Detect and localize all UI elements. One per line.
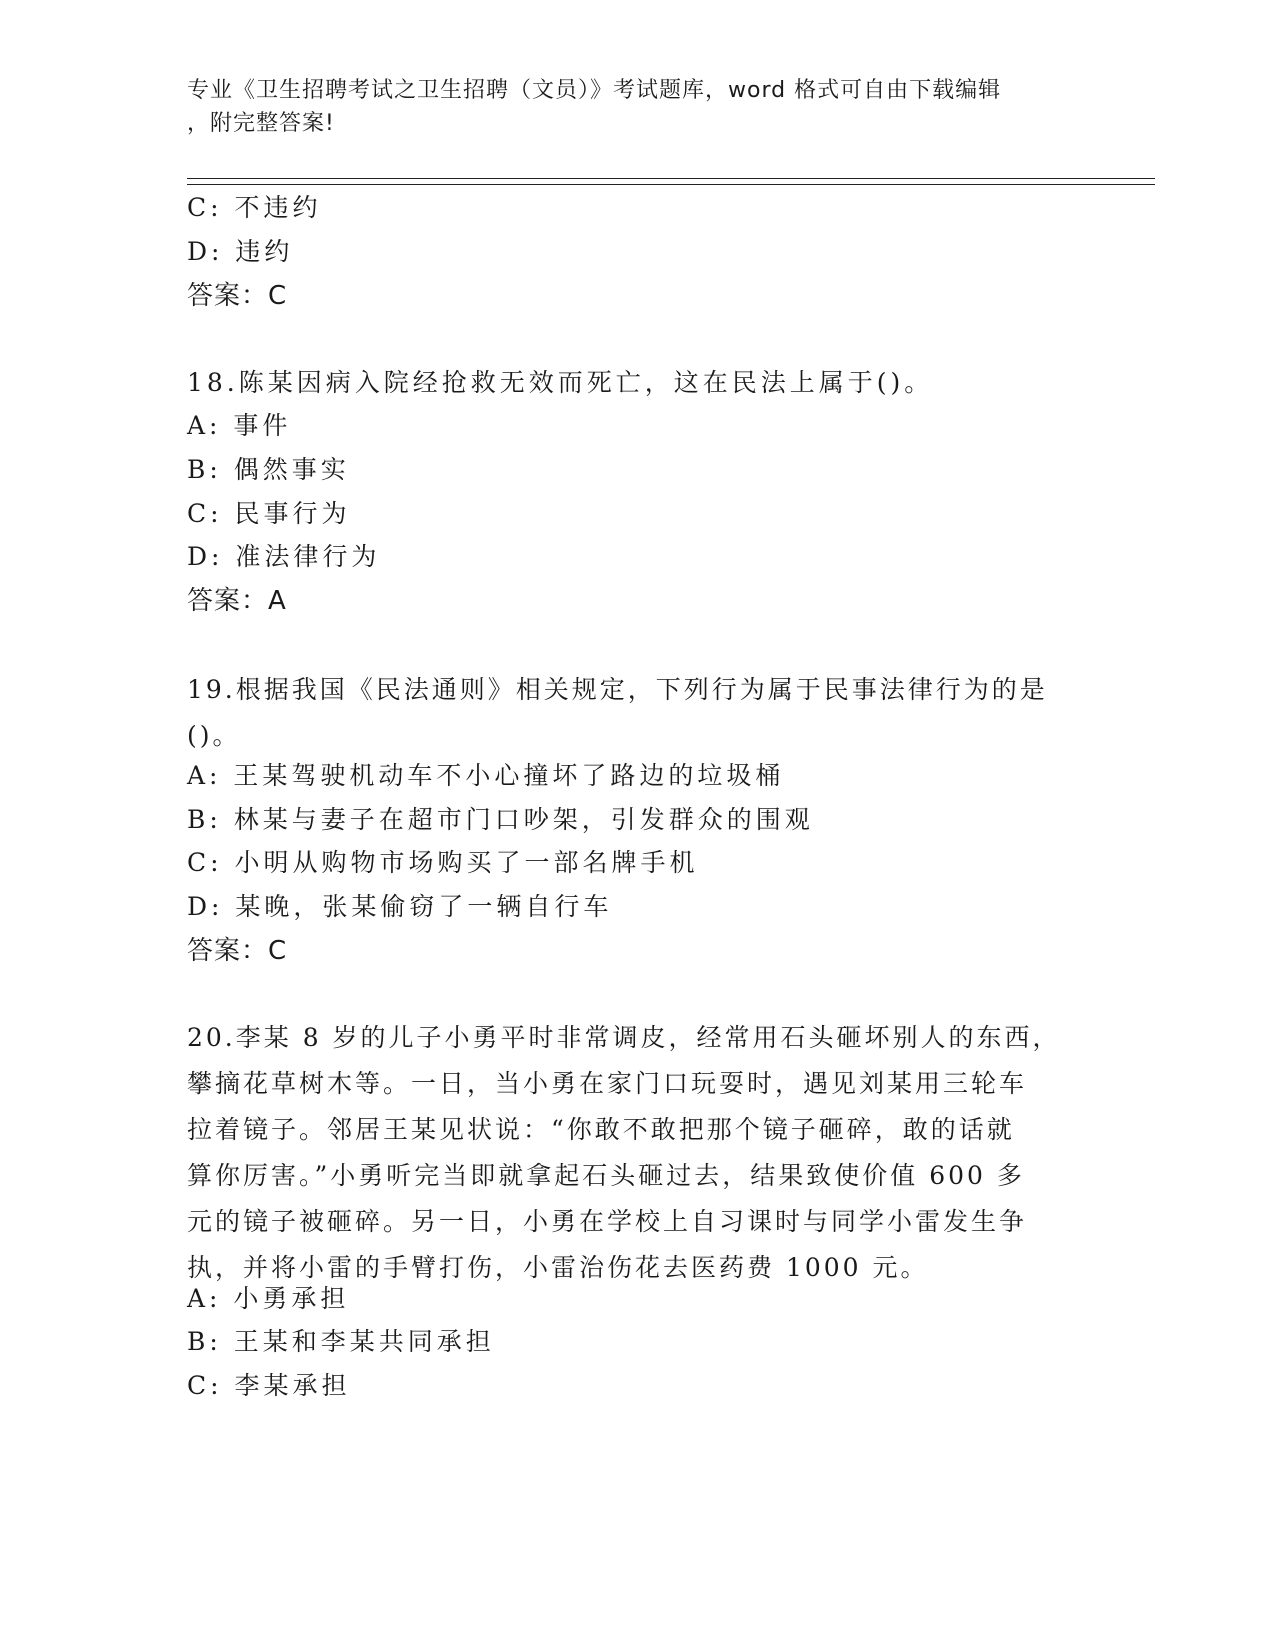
q19-option-c: C: 小明从购物市场购买了一部名牌手机 <box>187 848 699 877</box>
q18-answer: 答案：A <box>187 586 287 616</box>
q19-option-b: B: 林某与妻子在超市门口吵架，引发群众的围观 <box>187 805 814 834</box>
q20-question-line-4: 算你厉害。”小勇听完当即就拿起石头砸过去，结果致使价值 600 多 <box>187 1161 1025 1190</box>
q20-question-line-6: 执，并将小雷的手臂打伤，小雷治伤花去医药费 1000 元。 <box>187 1253 929 1282</box>
q18-option-b: B: 偶然事实 <box>187 455 350 484</box>
document-header <box>187 74 1067 140</box>
q19-option-d: D: 某晚，张某偷窃了一辆自行车 <box>187 892 613 921</box>
q17-option-c: C: 不违约 <box>187 193 322 222</box>
q19-question <box>187 667 1067 759</box>
q20-question <box>187 1015 1067 1291</box>
q19-option-a: A: 王某驾驶机动车不小心撞坏了路边的垃圾桶 <box>187 761 785 790</box>
header-line-2: ，附完整答案! <box>187 111 335 136</box>
q20-option-a: A: 小勇承担 <box>187 1284 350 1313</box>
q20-option-c: C: 李某承担 <box>187 1371 351 1400</box>
q18-option-d: D: 准法律行为 <box>187 542 381 571</box>
q17-answer: 答案：C <box>187 281 288 311</box>
q18-question: 18.陈某因病入院经抢救无效而死亡，这在民法上属于()。 <box>187 368 934 397</box>
q20-option-b: B: 王某和李某共同承担 <box>187 1327 495 1356</box>
q20-question-line-1: 20.李某 8 岁的儿子小勇平时非常调皮，经常用石头砸坏别人的东西， <box>187 1023 1061 1052</box>
header-divider-top <box>187 178 1155 179</box>
q18-option-c: C: 民事行为 <box>187 499 351 528</box>
q20-question-line-2: 攀摘花草树木等。一日，当小勇在家门口玩耍时，遇见刘某用三轮车 <box>187 1069 1028 1098</box>
q18-option-a: A: 事件 <box>187 411 292 440</box>
q19-question-line-1: 19.根据我国《民法通则》相关规定，下列行为属于民事法律行为的是 <box>187 675 1048 704</box>
header-divider-bottom <box>187 184 1155 185</box>
q17-option-d: D: 违约 <box>187 237 294 266</box>
q19-answer: 答案：C <box>187 936 288 966</box>
q20-question-line-3: 拉着镜子。邻居王某见状说：“你敢不敢把那个镜子砸碎，敢的话就 <box>187 1115 1015 1144</box>
header-line-1: 专业《卫生招聘考试之卫生招聘（文员）》考试题库，word 格式可自由下载编辑 <box>187 78 1002 103</box>
q20-question-line-5: 元的镜子被砸碎。另一日，小勇在学校上自习课时与同学小雷发生争 <box>187 1207 1028 1236</box>
q19-question-line-2: ()。 <box>187 721 241 750</box>
